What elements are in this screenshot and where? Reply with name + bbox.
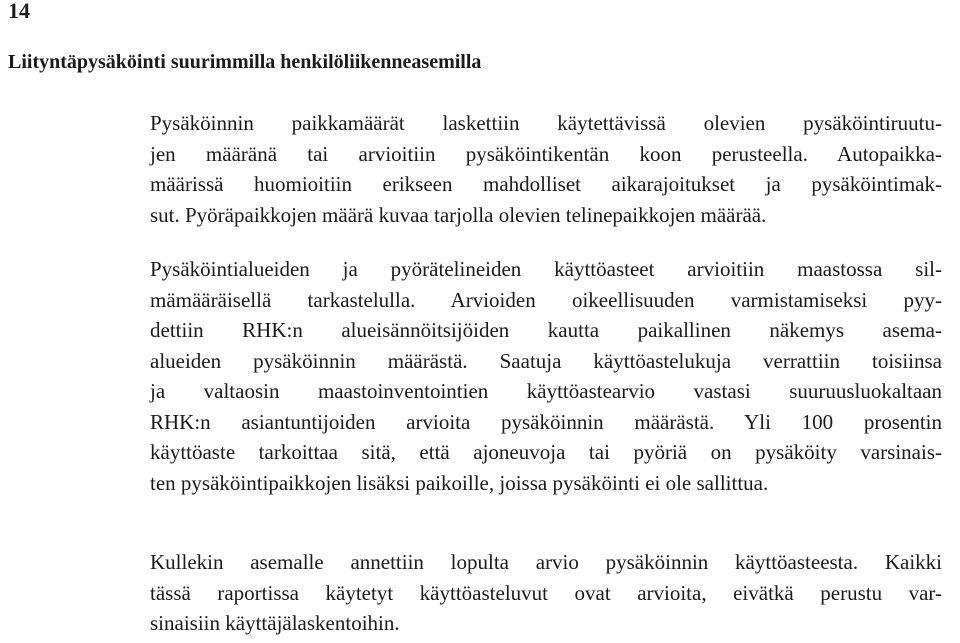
paragraph-line: sinaisiin käyttäjälaskentoihin. — [150, 611, 400, 635]
page-number: 14 — [8, 0, 30, 23]
paragraph-line: Pysäköintialueiden ja pyörätelineiden käyttöasteet arvioitiin maastossa sil- — [150, 257, 942, 281]
paragraph-line: RHK:n asiantuntijoiden arvioita pysäköinnin määrästä. Yli 100 prosentin — [150, 409, 942, 434]
paragraph-line: mämääräisellä tarkastelulla. Arvioiden oikeellisuuden varmistamiseksi pyy- — [150, 287, 942, 312]
paragraph-line: ten pysäköintipaikkojen lisäksi paikoille, joissa pysäköinti ei ole sallittua. — [150, 470, 769, 495]
paragraph-line: sut. Pyöräpaikkojen määrä kuvaa tarjolla olevien telinepaikkojen määrää. — [150, 202, 767, 227]
paragraph-line: jen määränä tai arvioitiin pysäköintikentän koon perusteella. Autopaikka- — [150, 141, 942, 166]
paragraph-line: ja valtaosin maastoinventointien käyttöastearvio vastasi suuruusluokaltaan — [150, 379, 942, 403]
paragraph-line: Kullekin asemalle annettiin lopulta arvio pysäköinnin käyttöasteesta. Kaikki — [150, 550, 942, 574]
paragraph-utilization-assessment — [150, 254, 942, 498]
paragraph-parking-counts — [150, 108, 942, 230]
running-header: Liityntäpysäköinti suurimmilla henkilöliikenneasemilla — [8, 51, 482, 73]
paragraph-line: määrissä huomioitiin erikseen mahdolliset aikarajoitukset ja pysäköintimak- — [150, 172, 942, 196]
paragraph-line: alueiden pysäköinnin määrästä. Saatuja käyttöastelukuja verrattiin toisiinsa — [150, 348, 942, 373]
paragraph-final-estimate — [150, 547, 942, 639]
paragraph-line: tässä raportissa käytetyt käyttöasteluvut ovat arvioita, eivätkä perustu var- — [150, 580, 942, 605]
paragraph-line: dettiin RHK:n alueisännöitsijöiden kautta paikallinen näkemys asema- — [150, 318, 942, 342]
paragraph-line: käyttöaste tarkoittaa sitä, että ajoneuvoja tai pyöriä on pysäköity varsinais- — [150, 440, 942, 464]
paragraph-line: Pysäköinnin paikkamäärät laskettiin käytettävissä olevien pysäköintiruutu- — [150, 111, 942, 135]
